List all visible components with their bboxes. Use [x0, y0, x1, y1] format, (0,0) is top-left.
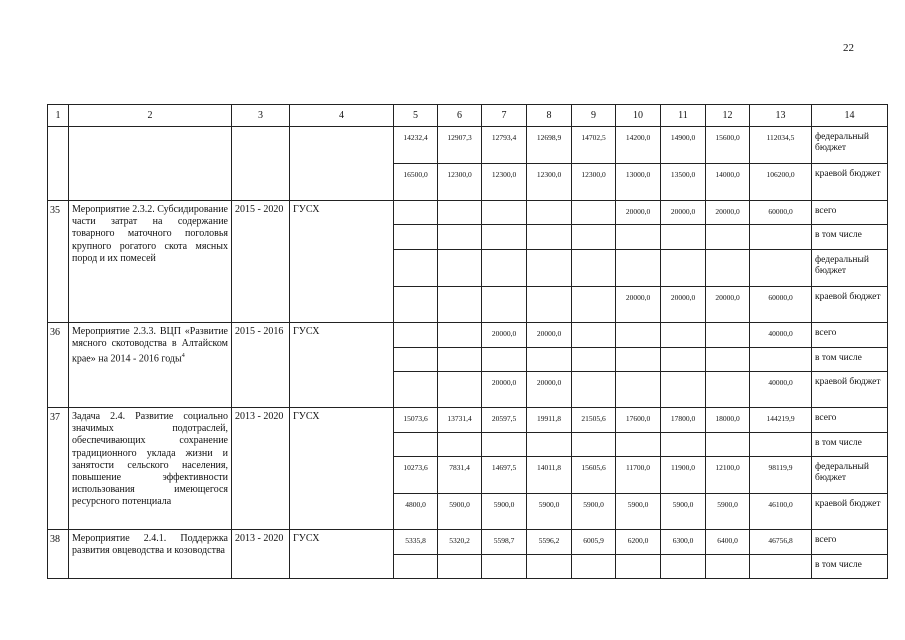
value-cell [482, 287, 527, 323]
value-cell: 18000,0 [706, 408, 750, 433]
value-cell: 6300,0 [661, 530, 706, 555]
cell-empty [232, 127, 290, 201]
value-cell [438, 555, 482, 579]
value-cell [394, 225, 438, 250]
value-cell: 20000,0 [706, 287, 750, 323]
value-cell [706, 555, 750, 579]
value-cell [527, 250, 572, 287]
table-row [48, 408, 888, 433]
value-cell: 5596,2 [527, 530, 572, 555]
executor: ГУСХ [290, 530, 394, 579]
value-cell: 10273,6 [394, 457, 438, 494]
value-cell [394, 201, 438, 225]
total-cell [750, 433, 812, 457]
value-cell: 20000,0 [661, 201, 706, 225]
executor: ГУСХ [290, 323, 394, 408]
funding-source: в том числе [812, 225, 888, 250]
table-row [48, 127, 888, 164]
value-cell: 20000,0 [527, 372, 572, 408]
cell-empty [69, 127, 232, 201]
total-cell: 60000,0 [750, 287, 812, 323]
col-header: 11 [661, 105, 706, 127]
value-cell: 11900,0 [661, 457, 706, 494]
total-cell: 98119,9 [750, 457, 812, 494]
value-cell [394, 250, 438, 287]
total-cell: 46756,8 [750, 530, 812, 555]
measure-name: Мероприятие 2.4.1. Поддержка развития овцеводства и козоводства [69, 530, 232, 579]
value-cell: 4800,0 [394, 494, 438, 530]
value-cell: 15605,6 [572, 457, 616, 494]
col-header: 13 [750, 105, 812, 127]
value-cell: 6200,0 [616, 530, 661, 555]
value-cell [438, 372, 482, 408]
executor: ГУСХ [290, 408, 394, 530]
executor: ГУСХ [290, 201, 394, 323]
value-cell [661, 372, 706, 408]
value-cell: 12300,0 [438, 164, 482, 201]
col-header: 3 [232, 105, 290, 127]
total-cell: 46100,0 [750, 494, 812, 530]
value-cell: 7831,4 [438, 457, 482, 494]
value-cell: 21505,6 [572, 408, 616, 433]
value-cell: 12100,0 [706, 457, 750, 494]
row-number: 36 [48, 323, 69, 408]
measure-name: Мероприятие 2.3.2. Субсидирование части затрат на содержание товарного маточного поголовья крупного рогатого скота мясных пород и их помесей [69, 201, 232, 323]
value-cell [438, 201, 482, 225]
value-cell: 14900,0 [661, 127, 706, 164]
value-cell [706, 433, 750, 457]
value-cell: 14000,0 [706, 164, 750, 201]
value-cell [572, 555, 616, 579]
value-cell: 14232,4 [394, 127, 438, 164]
funding-source: краевой бюджет [812, 287, 888, 323]
funding-source: всего [812, 201, 888, 225]
col-header: 2 [69, 105, 232, 127]
value-cell [661, 348, 706, 372]
value-cell: 12698,9 [527, 127, 572, 164]
value-cell: 20000,0 [482, 323, 527, 348]
value-cell: 20000,0 [616, 287, 661, 323]
col-header: 6 [438, 105, 482, 127]
measure-name [69, 323, 232, 408]
value-cell [661, 225, 706, 250]
table-row [48, 530, 888, 555]
value-cell [572, 287, 616, 323]
value-cell [572, 348, 616, 372]
value-cell [572, 201, 616, 225]
value-cell [438, 225, 482, 250]
value-cell: 19911,8 [527, 408, 572, 433]
value-cell [706, 250, 750, 287]
value-cell [661, 250, 706, 287]
value-cell [438, 433, 482, 457]
column-number-row [48, 105, 888, 127]
value-cell [482, 250, 527, 287]
value-cell: 5320,2 [438, 530, 482, 555]
value-cell [616, 555, 661, 579]
row-number: 38 [48, 530, 69, 579]
period: 2013 - 2020 [232, 408, 290, 530]
value-cell [394, 323, 438, 348]
table-row [48, 201, 888, 225]
value-cell [527, 433, 572, 457]
value-cell: 13500,0 [661, 164, 706, 201]
col-header: 1 [48, 105, 69, 127]
value-cell [616, 225, 661, 250]
value-cell: 12300,0 [482, 164, 527, 201]
table-row [48, 323, 888, 348]
value-cell: 5900,0 [482, 494, 527, 530]
value-cell [527, 555, 572, 579]
value-cell: 12793,4 [482, 127, 527, 164]
value-cell: 6400,0 [706, 530, 750, 555]
value-cell: 6005,9 [572, 530, 616, 555]
value-cell: 12300,0 [527, 164, 572, 201]
value-cell [394, 555, 438, 579]
value-cell: 15600,0 [706, 127, 750, 164]
col-header: 4 [290, 105, 394, 127]
value-cell [482, 225, 527, 250]
value-cell [527, 201, 572, 225]
total-cell [750, 250, 812, 287]
value-cell [616, 433, 661, 457]
value-cell: 20000,0 [527, 323, 572, 348]
total-cell: 106200,0 [750, 164, 812, 201]
funding-source: краевой бюджет [812, 372, 888, 408]
period: 2015 - 2016 [232, 323, 290, 408]
value-cell [394, 287, 438, 323]
value-cell [438, 250, 482, 287]
value-cell: 5900,0 [572, 494, 616, 530]
value-cell [572, 250, 616, 287]
col-header: 5 [394, 105, 438, 127]
total-cell: 40000,0 [750, 372, 812, 408]
measure-name-text: Мероприятие 2.3.3. ВЦП «Развитие мясного скотоводства в Алтайском крае» на 2014 - 2016 годы [72, 326, 228, 365]
value-cell: 20000,0 [706, 201, 750, 225]
value-cell [572, 323, 616, 348]
value-cell: 5900,0 [527, 494, 572, 530]
total-cell [750, 225, 812, 250]
period: 2015 - 2020 [232, 201, 290, 323]
total-cell: 144219,9 [750, 408, 812, 433]
funding-source: всего [812, 408, 888, 433]
value-cell [661, 323, 706, 348]
row-number: 37 [48, 408, 69, 530]
period: 2013 - 2020 [232, 530, 290, 579]
value-cell [616, 323, 661, 348]
value-cell [482, 433, 527, 457]
value-cell [706, 323, 750, 348]
value-cell: 16500,0 [394, 164, 438, 201]
footnote-marker: 4 [181, 353, 185, 360]
value-cell [438, 348, 482, 372]
funding-source: краевой бюджет [812, 164, 888, 201]
cell-empty [48, 127, 69, 201]
col-header: 10 [616, 105, 661, 127]
value-cell: 20597,5 [482, 408, 527, 433]
value-cell: 17600,0 [616, 408, 661, 433]
col-header: 8 [527, 105, 572, 127]
col-header: 14 [812, 105, 888, 127]
total-cell: 40000,0 [750, 323, 812, 348]
funding-source: всего [812, 530, 888, 555]
value-cell: 13000,0 [616, 164, 661, 201]
funding-source: в том числе [812, 433, 888, 457]
total-cell: 60000,0 [750, 201, 812, 225]
value-cell: 12907,3 [438, 127, 482, 164]
value-cell [394, 348, 438, 372]
measure-name: Задача 2.4. Развитие социально значимых подотраслей, обеспечивающих сохранение традиционного уклада жизни и занятости сельского населения, повышение эффективности использования имеющегося ресурсного потенциала [69, 408, 232, 530]
total-cell: 112034,5 [750, 127, 812, 164]
value-cell [616, 250, 661, 287]
value-cell: 14011,8 [527, 457, 572, 494]
value-cell [572, 372, 616, 408]
value-cell: 13731,4 [438, 408, 482, 433]
value-cell: 15073,6 [394, 408, 438, 433]
budget-table [47, 104, 888, 579]
value-cell [706, 348, 750, 372]
value-cell [438, 287, 482, 323]
value-cell [616, 348, 661, 372]
value-cell [706, 372, 750, 408]
value-cell: 11700,0 [616, 457, 661, 494]
value-cell: 5900,0 [438, 494, 482, 530]
value-cell [527, 225, 572, 250]
value-cell [482, 348, 527, 372]
value-cell: 5335,8 [394, 530, 438, 555]
value-cell [438, 323, 482, 348]
funding-source: федеральный бюджет [812, 127, 888, 164]
value-cell: 5900,0 [616, 494, 661, 530]
value-cell [527, 348, 572, 372]
col-header: 12 [706, 105, 750, 127]
value-cell [706, 225, 750, 250]
funding-source: краевой бюджет [812, 494, 888, 530]
funding-source: федеральный бюджет [812, 250, 888, 287]
value-cell: 14200,0 [616, 127, 661, 164]
value-cell: 14697,5 [482, 457, 527, 494]
col-header: 7 [482, 105, 527, 127]
value-cell [572, 433, 616, 457]
value-cell: 17800,0 [661, 408, 706, 433]
value-cell: 20000,0 [616, 201, 661, 225]
value-cell [482, 201, 527, 225]
value-cell [661, 433, 706, 457]
row-number: 35 [48, 201, 69, 323]
value-cell: 14702,5 [572, 127, 616, 164]
total-cell [750, 555, 812, 579]
cell-empty [290, 127, 394, 201]
col-header: 9 [572, 105, 616, 127]
value-cell [661, 555, 706, 579]
funding-source: в том числе [812, 348, 888, 372]
value-cell: 12300,0 [572, 164, 616, 201]
funding-source: в том числе [812, 555, 888, 579]
value-cell [482, 555, 527, 579]
value-cell [527, 287, 572, 323]
value-cell: 20000,0 [482, 372, 527, 408]
value-cell [394, 372, 438, 408]
total-cell [750, 348, 812, 372]
value-cell [394, 433, 438, 457]
value-cell [616, 372, 661, 408]
value-cell [572, 225, 616, 250]
funding-source: федеральный бюджет [812, 457, 888, 494]
page-number: 22 [843, 42, 854, 54]
funding-source: всего [812, 323, 888, 348]
value-cell: 5598,7 [482, 530, 527, 555]
value-cell: 20000,0 [661, 287, 706, 323]
value-cell: 5900,0 [706, 494, 750, 530]
value-cell: 5900,0 [661, 494, 706, 530]
